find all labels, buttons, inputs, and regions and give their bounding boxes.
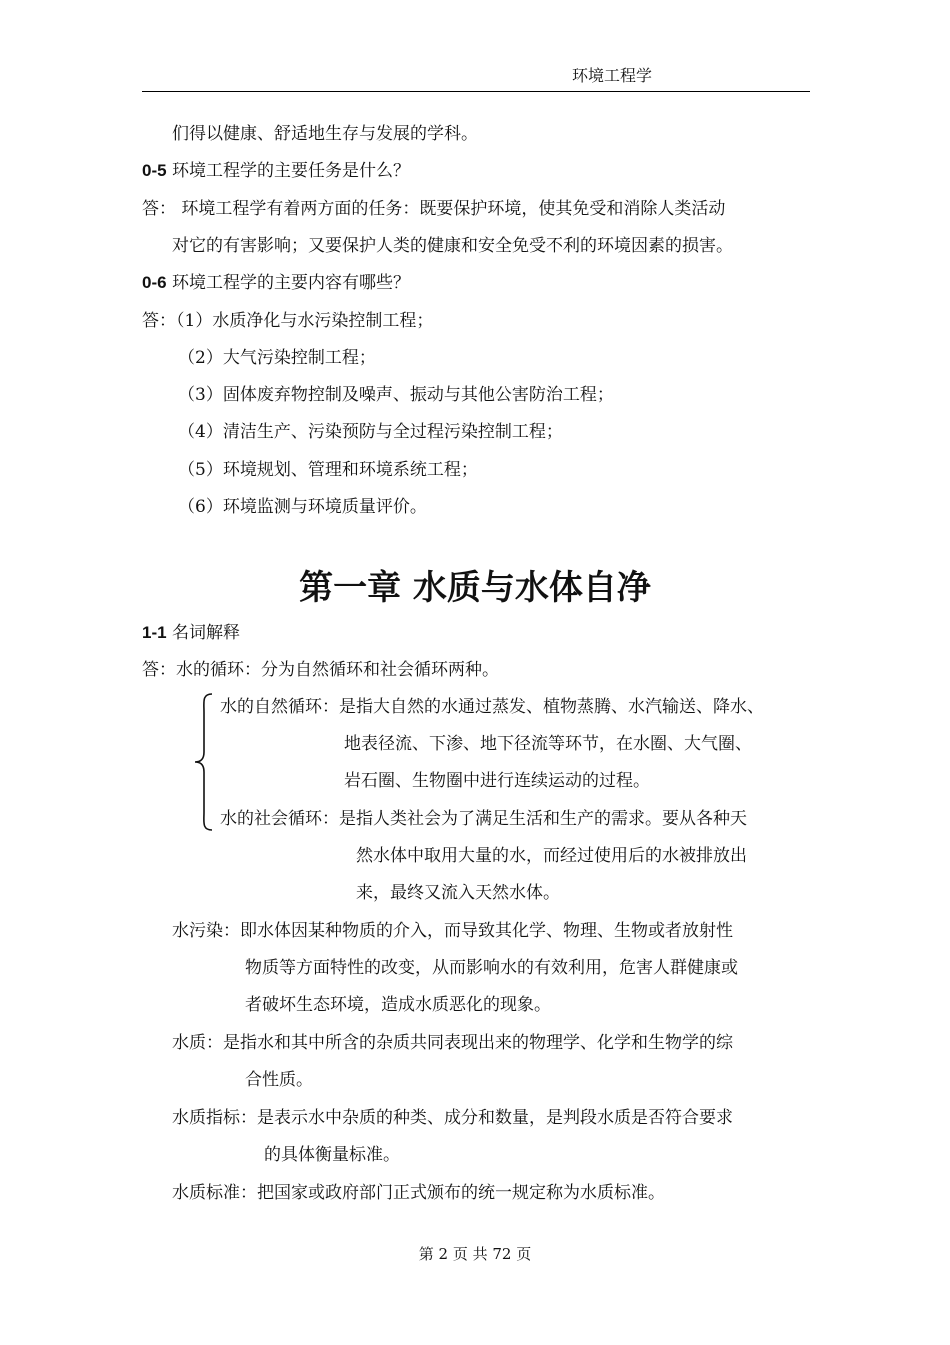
question-number: 0-6 (142, 273, 167, 292)
definition-line: 水质指标：是表示水中杂质的种类、成分和数量，是判段水质是否符合要求 (172, 1108, 733, 1128)
question-text: 环境工程学的主要任务是什么？ (166, 161, 410, 181)
section-number: 1-1 (142, 623, 167, 642)
answer-item: （5）环境规划、管理和环境系统工程； (178, 460, 478, 480)
answer-item: （2）大气污染控制工程； (178, 348, 376, 368)
answer-item: 答：（1）水质净化与水污染控制工程； (142, 311, 434, 331)
answer-item: （4）清洁生产、污染预防与全过程污染控制工程； (178, 422, 563, 442)
definition-line: 水的社会循环：是指人类社会为了满足生活和生产的需求。要从各种天 (220, 809, 747, 829)
question-text: 环境工程学的主要内容有哪些？ (166, 273, 410, 293)
text-line: 们得以健康、舒适地生存与发展的学科。 (172, 124, 478, 144)
definition-line: 物质等方面特性的改变，从而影响水的有效利用，危害人群健康或 (245, 958, 738, 978)
section-title: 名词解释 (166, 623, 240, 643)
running-header: 环境工程学 (572, 66, 653, 85)
question-number: 0-5 (142, 161, 167, 180)
curly-brace-icon (192, 692, 216, 832)
answer-intro: 答：水的循环：分为自然循环和社会循环两种。 (142, 660, 499, 680)
header-rule (142, 91, 810, 92)
definition-line: 的具体衡量标准。 (264, 1145, 400, 1165)
question-0-5 (142, 160, 410, 182)
definition-line: 水质：是指水和其中所含的杂质共同表现出来的物理学、化学和生物学的综 (172, 1033, 733, 1053)
definition-line: 者破坏生态环境，造成水质恶化的现象。 (245, 995, 551, 1015)
definition-line: 来，最终又流入天然水体。 (356, 883, 560, 903)
definition-line: 水质标准：把国家或政府部门正式颁布的统一规定称为水质标准。 (172, 1183, 665, 1203)
chapter-title: 第一章 水质与水体自净 (299, 568, 651, 608)
section-heading (142, 622, 240, 644)
definition-line: 水污染：即水体因某种物质的介入，而导致其化学、物理、生物或者放射性 (172, 921, 733, 941)
definition-line: 岩石圈、生物圈中进行连续运动的过程。 (344, 771, 650, 791)
definition-line: 合性质。 (245, 1070, 313, 1090)
definition-line: 地表径流、下渗、地下径流等环节，在水圈、大气圈、 (344, 734, 752, 754)
question-0-6 (142, 272, 410, 294)
definition-line: 然水体中取用大量的水，而经过使用后的水被排放出 (356, 846, 747, 866)
page-footer: 第 2 页 共 72 页 (418, 1245, 532, 1263)
answer-line: 答： 环境工程学有着两方面的任务：既要保护环境，使其免受和消除人类活动 (142, 199, 726, 219)
answer-line: 对它的有害影响；又要保护人类的健康和安全免受不利的环境因素的损害。 (172, 236, 733, 256)
answer-item: （6）环境监测与环境质量评价。 (178, 497, 427, 517)
definition-line: 水的自然循环：是指大自然的水通过蒸发、植物蒸腾、水汽输送、降水、 (220, 697, 764, 717)
answer-item: （3）固体废弃物控制及噪声、振动与其他公害防治工程； (178, 385, 614, 405)
